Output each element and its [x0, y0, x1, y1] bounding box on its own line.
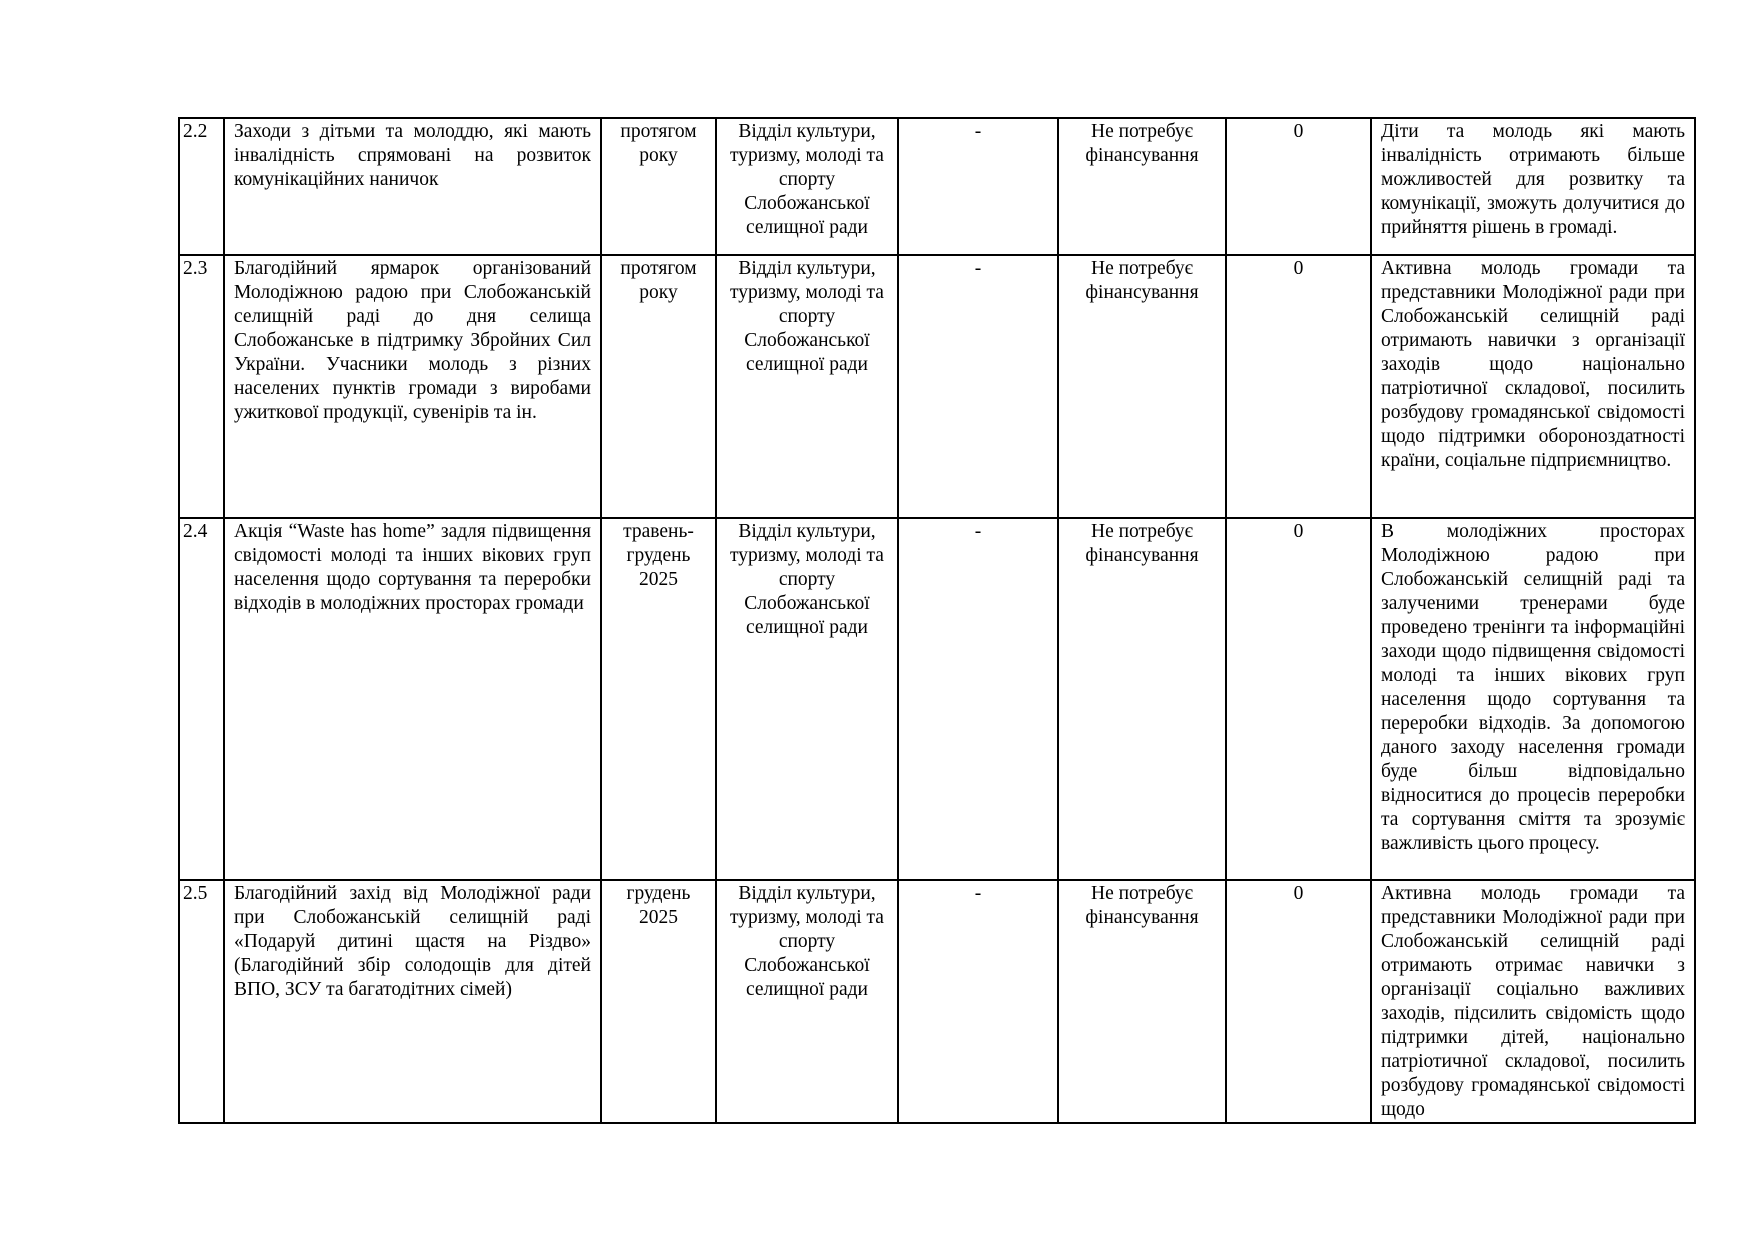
measure-cell: Акція “Waste has home” задля підвищення свідомості молоді та інших вікових груп населення щодо сортування та переробки відходів в молодіжних просторах громади — [224, 518, 601, 880]
amount-cell: 0 — [1226, 518, 1371, 880]
table-row — [179, 118, 1695, 255]
term-cell: грудень 2025 — [601, 880, 716, 1123]
table-row — [179, 518, 1695, 880]
amount-cell: 0 — [1226, 255, 1371, 518]
measure-cell: Благодійний ярмарок організований Молодіжною радою при Слобожанській селищній раді до дня селища Слобожанське в підтримку Збройних Сил України. Учасники молодь з різних населених пунктів громади з виробами ужиткової продукції, сувенірів та ін. — [224, 255, 601, 518]
term-cell: протягом року — [601, 255, 716, 518]
measure-cell: Благодійний захід від Молодіжної ради при Слобожанській селищній раді «Подаруй дитині щастя на Різдво» (Благодійний збір солодощів для дітей ВПО, ЗСУ та багатодітних сімей) — [224, 880, 601, 1123]
row-number: 2.3 — [179, 255, 224, 518]
financing-cell: Не потребує фінансування — [1058, 518, 1226, 880]
result-cell: Активна молодь громади та представники Молодіжної ради при Слобожанській селищній раді отримають отримає навички з організації соціально важливих заходів, підсилить свідомість щодо підтримки дітей, національно патріотичної складової, посилить розбудову громадянської свідомості щодо — [1371, 880, 1695, 1123]
plan-table — [178, 117, 1696, 1124]
source-cell: - — [898, 118, 1058, 255]
table-row — [179, 880, 1695, 1123]
financing-cell: Не потребує фінансування — [1058, 255, 1226, 518]
financing-cell: Не потребує фінансування — [1058, 118, 1226, 255]
financing-cell: Не потребує фінансування — [1058, 880, 1226, 1123]
executor-cell: Відділ культури, туризму, молоді та спорту Слобожанської селищної ради — [716, 880, 898, 1123]
row-number: 2.5 — [179, 880, 224, 1123]
table-row — [179, 255, 1695, 518]
row-number: 2.4 — [179, 518, 224, 880]
executor-cell: Відділ культури, туризму, молоді та спорту Слобожанської селищної ради — [716, 518, 898, 880]
amount-cell: 0 — [1226, 880, 1371, 1123]
source-cell: - — [898, 880, 1058, 1123]
result-cell: В молодіжних просторах Молодіжною радою при Слобожанській селищній раді та залученими тренерами буде проведено тренінги та інформаційні заходи щодо підвищення свідомості молоді та інших вікових груп населення щодо сортування та переробки відходів. За допомогою даного заходу населення громади буде більш відповідально відноситися до процесів переробки та сортування сміття та зрозуміє важливість цього процесу. — [1371, 518, 1695, 880]
source-cell: - — [898, 255, 1058, 518]
result-cell: Активна молодь громади та представники Молодіжної ради при Слобожанській селищній раді отримають навички з організації заходів щодо національно патріотичної складової, посилить розбудову громадянської свідомості щодо підтримки обороноздатності країни, соціальне підприємництво. — [1371, 255, 1695, 518]
result-cell: Діти та молодь які мають інвалідність отримають більше можливостей для розвитку та комунікації, зможуть долучитися до прийняття рішень в громаді. — [1371, 118, 1695, 255]
executor-cell: Відділ культури, туризму, молоді та спорту Слобожанської селищної ради — [716, 255, 898, 518]
measure-cell: Заходи з дітьми та молоддю, які мають інвалідність спрямовані на розвиток комунікаційних наничок — [224, 118, 601, 255]
row-number: 2.2 — [179, 118, 224, 255]
amount-cell: 0 — [1226, 118, 1371, 255]
executor-cell: Відділ культури, туризму, молоді та спорту Слобожанської селищної ради — [716, 118, 898, 255]
term-cell: травень- грудень 2025 — [601, 518, 716, 880]
source-cell: - — [898, 518, 1058, 880]
term-cell: протягом року — [601, 118, 716, 255]
